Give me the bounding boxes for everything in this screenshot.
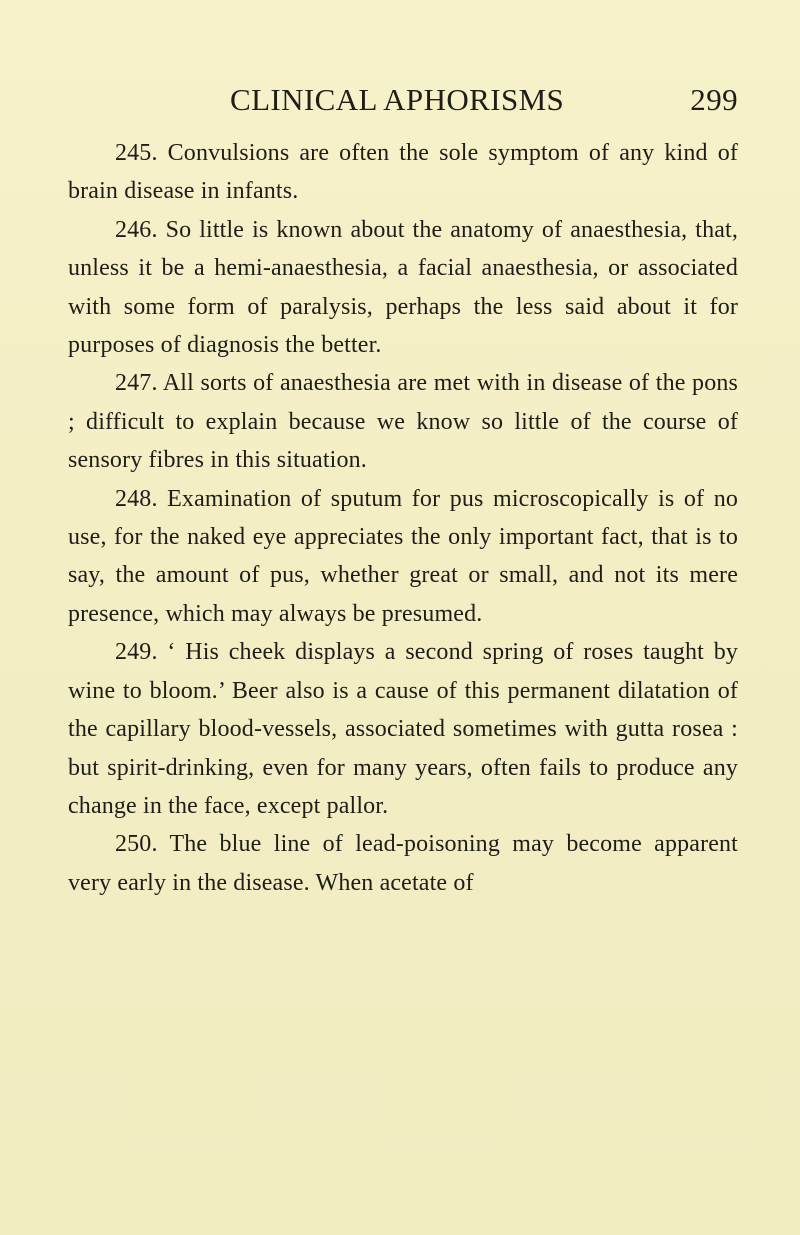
page-body xyxy=(68,134,738,902)
running-title: CLINICAL APHORISMS xyxy=(230,82,565,117)
running-header xyxy=(230,78,738,122)
aphorism-246: 246. So little is known about the anatomy of anaesthesia, that, unless it be a hemi-anaesthesia, a facial anaesthesia, or associated with some form of paralysis, perhaps the less said about it for purposes of diagnosis the better. xyxy=(68,216,738,359)
page-number: 299 xyxy=(690,82,738,117)
aphorism-249: 249. ‘ His cheek displays a second spring of roses taught by wine to bloom.’ Beer also is a cause of this permanent dilatation of the capillary blood-vessels, associated sometimes with gutta rosea : but spirit-drinking, even for many years, often fails to produce any change in the face, except pallor. xyxy=(68,639,738,819)
aphorism-248: 248. Examination of sputum for pus microscopically is of no use, for the naked eye appreciates the only important fact, that is to say, the amount of pus, whether great or small, and not its mere presence, which may always be presumed. xyxy=(68,485,738,627)
aphorism-250: 250. The blue line of lead-poisoning may become apparent very early in the disease. When acetate of xyxy=(68,831,738,896)
aphorism-245: 245. Convulsions are often the sole symptom of any kind of brain disease in infants. xyxy=(68,140,738,205)
aphorism-247: 247. All sorts of anaesthesia are met with in disease of the pons ; difficult to explain because we know so little of the course of sensory fibres in this situation. xyxy=(68,370,738,474)
